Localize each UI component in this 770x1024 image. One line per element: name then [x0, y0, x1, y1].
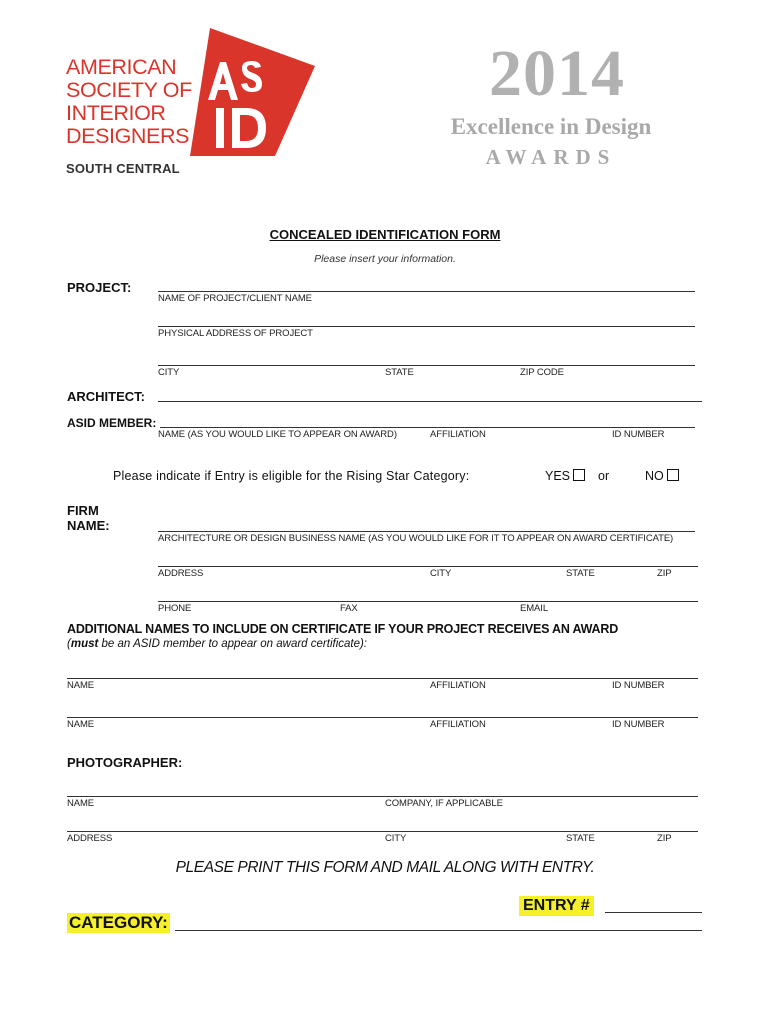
firm-contact-field[interactable]: [158, 601, 698, 602]
photographer-address-caption: ADDRESS: [67, 833, 113, 844]
project-zip-caption: ZIP CODE: [520, 367, 564, 378]
photographer-name-field[interactable]: [67, 796, 698, 797]
note-must: must: [70, 638, 99, 650]
firm-label-line1: FIRM: [67, 503, 99, 518]
entry-number-field[interactable]: [605, 912, 702, 913]
member-affiliation-caption: AFFILIATION: [430, 429, 486, 440]
or-text: or: [598, 469, 610, 483]
award-year: 2014: [489, 37, 625, 110]
photographer-address-field[interactable]: [67, 831, 698, 832]
chapter-name: SOUTH CENTRAL: [66, 161, 180, 176]
asid-mark-logo: [190, 28, 315, 156]
firm-label-line2: NAME:: [67, 518, 110, 533]
additional-id-caption: ID NUMBER: [612, 719, 665, 730]
additional-names-note: [67, 638, 367, 650]
firm-name-field[interactable]: [158, 531, 695, 532]
member-id-caption: ID NUMBER: [612, 429, 665, 440]
award-subtitle: AWARDS: [485, 145, 617, 169]
additional-name-caption: NAME: [67, 719, 95, 730]
firm-email-caption: EMAIL: [520, 603, 549, 614]
project-city-state-zip-field[interactable]: [158, 365, 695, 366]
project-city-caption: CITY: [158, 367, 180, 378]
asid-member-field[interactable]: [160, 427, 695, 428]
firm-fax-caption: FAX: [340, 603, 358, 614]
additional-name-field[interactable]: [67, 678, 698, 679]
photographer-name-caption: NAME: [67, 798, 95, 809]
org-line: SOCIETY OF: [66, 78, 192, 102]
member-name-caption: NAME (AS YOU WOULD LIKE TO APPEAR ON AWARD): [158, 429, 397, 440]
org-line: INTERIOR: [66, 101, 166, 125]
project-label: PROJECT:: [67, 280, 132, 295]
firm-city-caption: CITY: [430, 568, 452, 579]
project-address-caption: PHYSICAL ADDRESS OF PROJECT: [158, 328, 313, 339]
project-name-caption: NAME OF PROJECT/CLIENT NAME: [158, 293, 312, 304]
additional-affiliation-caption: AFFILIATION: [430, 680, 486, 691]
rising-star-no-option[interactable]: [645, 469, 679, 483]
no-checkbox[interactable]: [667, 469, 679, 481]
architect-field[interactable]: [158, 401, 702, 402]
organization-name: [66, 56, 192, 148]
additional-name-field[interactable]: [67, 717, 698, 718]
firm-zip-caption: ZIP: [657, 568, 672, 579]
photographer-zip-caption: ZIP: [657, 833, 672, 844]
org-line: AMERICAN: [66, 55, 177, 79]
rising-star-question: Please indicate if Entry is eligible for the Rising Star Category:: [113, 469, 470, 483]
firm-address-field[interactable]: [158, 566, 698, 567]
org-line: DESIGNERS: [66, 124, 190, 148]
firm-state-caption: STATE: [566, 568, 595, 579]
no-label: NO: [645, 469, 664, 483]
rising-star-yes-option[interactable]: [545, 469, 585, 483]
project-state-caption: STATE: [385, 367, 414, 378]
form-instruction: Please insert your information.: [314, 253, 456, 265]
additional-name-caption: NAME: [67, 680, 95, 691]
additional-names-heading: ADDITIONAL NAMES TO INCLUDE ON CERTIFICATE IF YOUR PROJECT RECEIVES AN AWARD: [67, 622, 619, 636]
form-title: CONCEALED IDENTIFICATION FORM: [269, 227, 501, 242]
photographer-company-caption: COMPANY, IF APPLICABLE: [385, 798, 503, 809]
category-field[interactable]: [175, 930, 702, 931]
photographer-state-caption: STATE: [566, 833, 595, 844]
firm-phone-caption: PHONE: [158, 603, 192, 614]
additional-affiliation-caption: AFFILIATION: [430, 719, 486, 730]
note-rest: be an ASID member to appear on award certificate):: [98, 638, 368, 650]
yes-label: YES: [545, 469, 571, 483]
yes-checkbox[interactable]: [573, 469, 585, 481]
architect-label: ARCHITECT:: [67, 389, 145, 404]
additional-id-caption: ID NUMBER: [612, 680, 665, 691]
photographer-city-caption: CITY: [385, 833, 407, 844]
photographer-label: PHOTOGRAPHER:: [67, 755, 183, 770]
print-instruction: PLEASE PRINT THIS FORM AND MAIL ALONG WITH ENTRY.: [175, 859, 595, 876]
asid-member-label: ASID MEMBER:: [67, 416, 157, 430]
entry-number-label: ENTRY #: [519, 896, 594, 916]
note-paren: (: [67, 638, 71, 650]
project-address-field[interactable]: [158, 326, 695, 327]
firm-name-caption: ARCHITECTURE OR DESIGN BUSINESS NAME (AS YOU WOULD LIKE FOR IT TO APPEAR ON AWARD CERTIFICATE): [158, 533, 674, 544]
firm-address-caption: ADDRESS: [158, 568, 204, 579]
category-label: CATEGORY:: [69, 913, 168, 932]
award-title: Excellence in Design: [450, 114, 652, 139]
project-name-field[interactable]: [158, 291, 695, 292]
